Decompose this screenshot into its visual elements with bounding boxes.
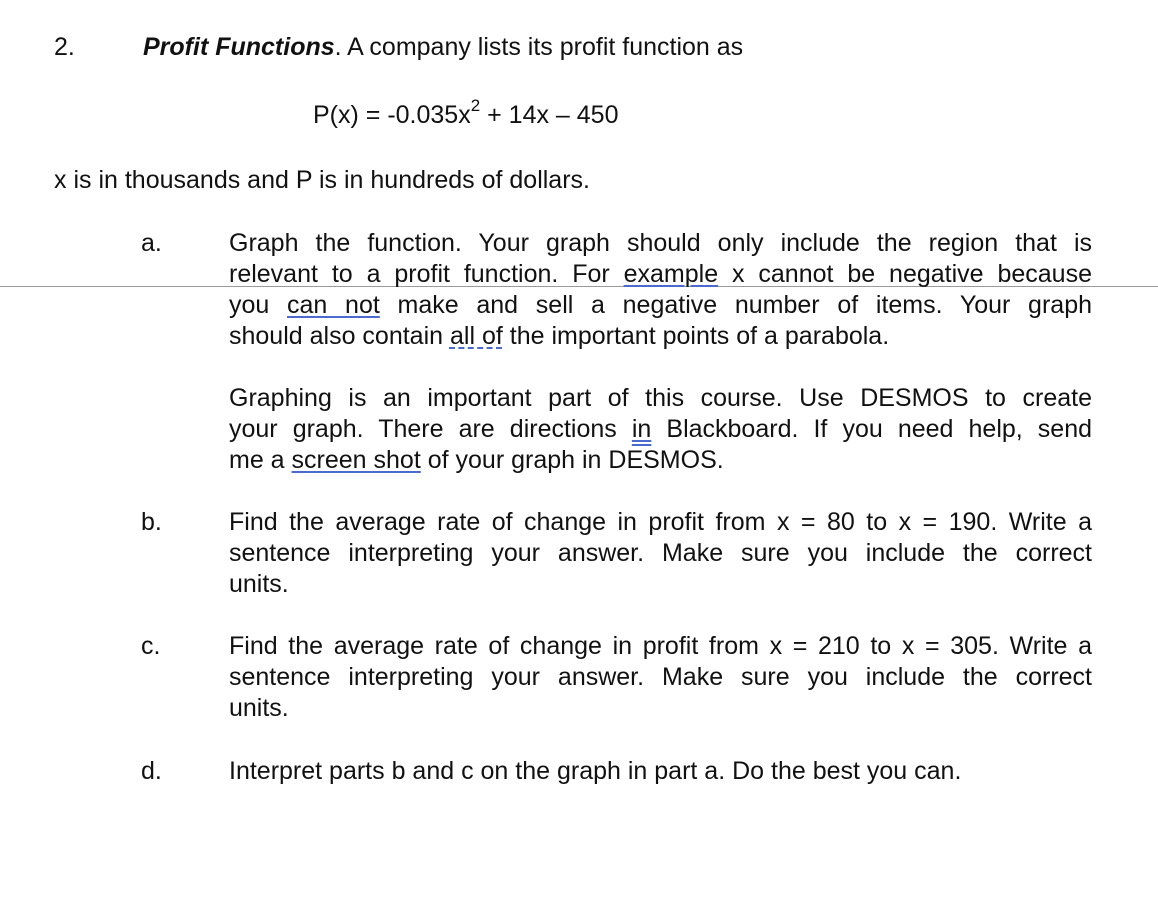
- part-a-p1-line-2: relevant to a profit function. For example x cannot be negative because: [229, 260, 1092, 288]
- problem-number: 2.: [54, 33, 75, 61]
- underlined-can-not: can not: [287, 291, 380, 319]
- underlined-in: in: [631, 415, 652, 443]
- underlined-all-of: all of: [449, 322, 503, 350]
- underlined-example: example: [623, 260, 719, 288]
- part-c-line-1: Find the average rate of change in profit from x = 210 to x = 305. Write a: [229, 632, 1092, 660]
- part-d-paragraph: [229, 756, 1092, 787]
- part-b-paragraph: [229, 507, 1092, 600]
- part-a-p2-line-1: Graphing is an important part of this course. Use DESMOS to create: [229, 384, 1092, 412]
- part-a-p1-line-4: should also contain all of the important points of a parabola.: [229, 322, 890, 350]
- part-a-letter: a.: [141, 229, 162, 257]
- part-a-paragraph-2: [229, 383, 1092, 476]
- part-b-line-3: units.: [229, 570, 289, 598]
- part-b-line-1: Find the average rate of change in profit from x = 80 to x = 190. Write a: [229, 508, 1092, 536]
- problem-title-bold: Profit Functions: [143, 33, 335, 61]
- profit-formula: [313, 95, 619, 130]
- part-a-p1-line-1: Graph the function. Your graph should only include the region that is: [229, 229, 1092, 257]
- underlined-screen-shot: screen shot: [291, 446, 421, 474]
- part-a-p2-line-3: me a screen shot of your graph in DESMOS.: [229, 446, 724, 474]
- formula-exponent: 2: [470, 95, 481, 115]
- part-a-p2-line-2: your graph. There are directions in Blackboard. If you need help, send: [229, 415, 1093, 443]
- units-note: x is in thousands and P is in hundreds of dollars.: [54, 166, 590, 194]
- part-a-p1-line-3: you can not make and sell a negative number of items. Your graph: [229, 291, 1092, 319]
- problem-title: [143, 32, 743, 62]
- part-b-line-2: sentence interpreting your answer. Make sure you include the correct: [229, 539, 1092, 567]
- formula-main: P(x) = -0.035x: [313, 101, 471, 129]
- formula-tail: + 14x – 450: [480, 101, 619, 129]
- part-d-line-1: Interpret parts b and c on the graph in part a. Do the best you can.: [229, 757, 962, 785]
- part-d-letter: d.: [141, 757, 162, 785]
- part-a-paragraph-1: [229, 228, 1092, 352]
- part-c-paragraph: [229, 631, 1092, 724]
- part-b-letter: b.: [141, 508, 162, 536]
- problem-title-rest: . A company lists its profit function as: [334, 33, 744, 61]
- part-c-line-3: units.: [229, 694, 289, 722]
- part-c-line-2: sentence interpreting your answer. Make sure you include the correct: [229, 663, 1092, 691]
- part-c-letter: c.: [141, 632, 161, 660]
